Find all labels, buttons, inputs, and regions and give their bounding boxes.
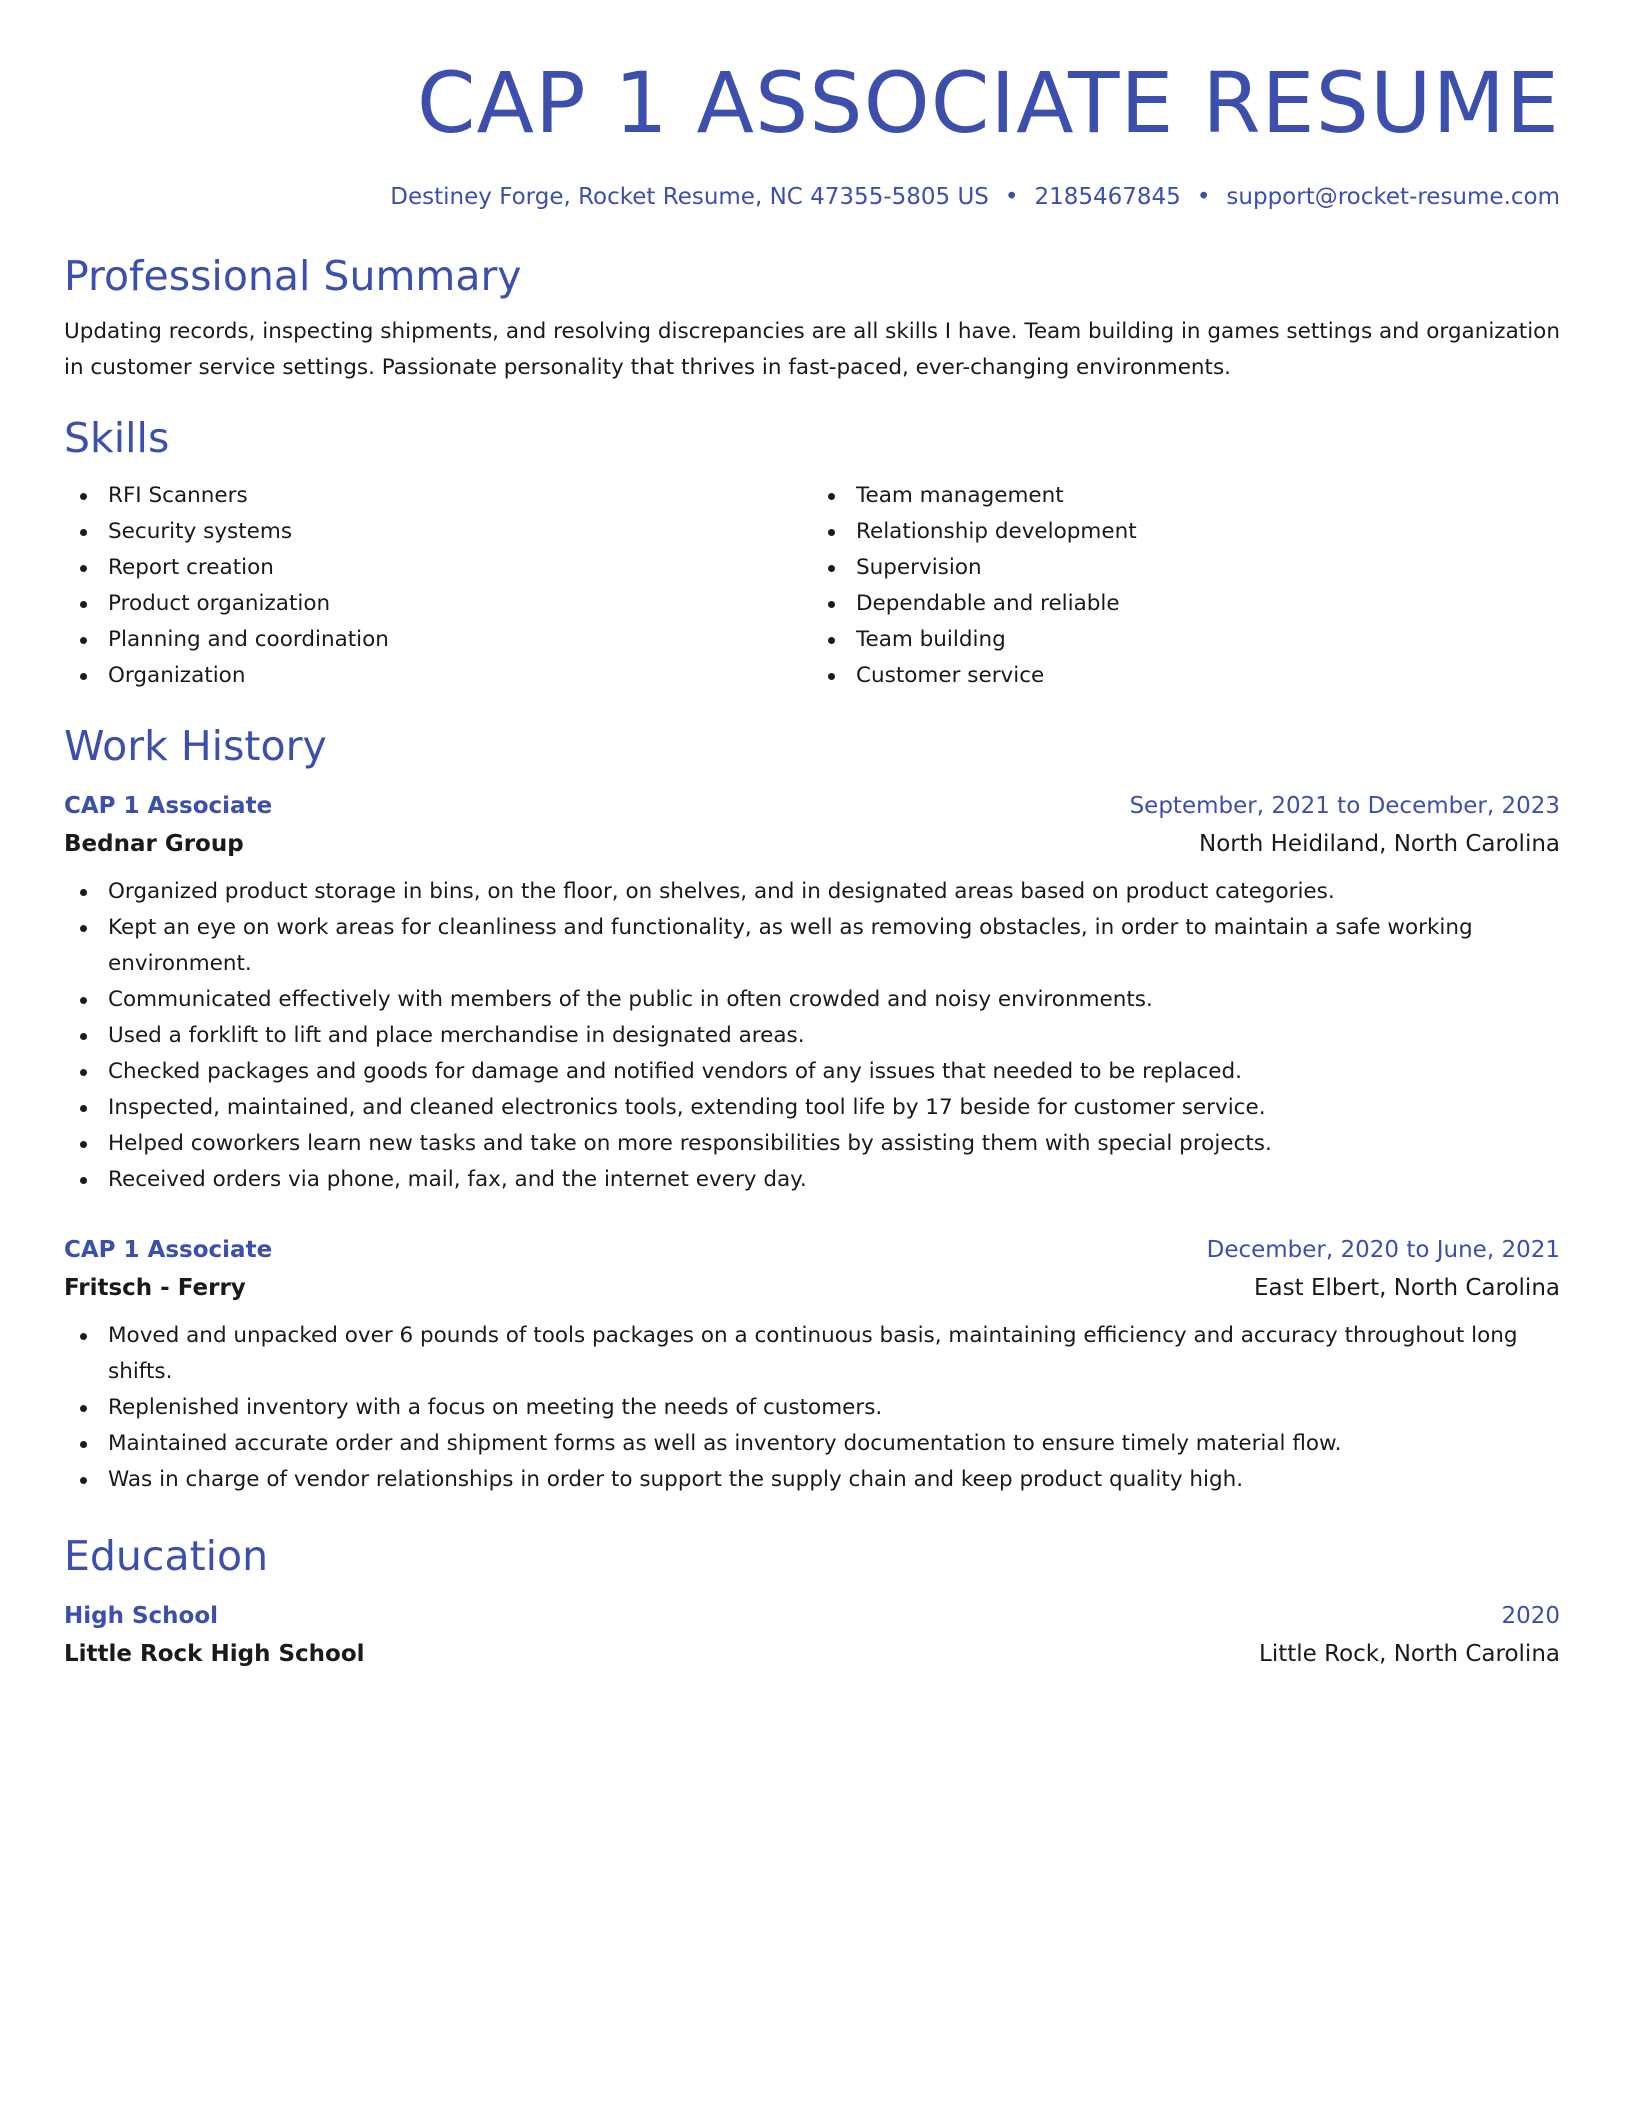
skill-item: RFI Scanners <box>64 478 812 514</box>
contact-address: Destiney Forge, Rocket Resume, NC 47355-5805 US <box>390 184 989 210</box>
skills-columns <box>64 478 1560 694</box>
job-bullet: Was in charge of vendor relationships in order to support the supply chain and keep product quality high. <box>64 1462 1560 1498</box>
job-bullet: Helped coworkers learn new tasks and take on more responsibilities by assisting them with special projects. <box>64 1126 1560 1162</box>
job-bullet: Inspected, maintained, and cleaned electronics tools, extending tool life by 17 beside for customer service. <box>64 1090 1560 1126</box>
skill-item: Report creation <box>64 550 812 586</box>
skill-item: Organization <box>64 658 812 694</box>
skills-left-column <box>64 478 812 694</box>
resume-page <box>64 0 1560 1674</box>
contact-phone: 2185467845 <box>1034 184 1181 210</box>
work-history-heading: Work History <box>64 722 327 770</box>
contact-email: support@rocket-resume.com <box>1226 184 1560 210</box>
job-employer-row <box>64 1268 1560 1308</box>
skill-item: Supervision <box>812 550 1560 586</box>
skill-item: Team building <box>812 622 1560 658</box>
job-bullet: Maintained accurate order and shipment forms as well as inventory documentation to ensure timely material flow. <box>64 1426 1560 1462</box>
job-bullet: Communicated effectively with members of the public in often crowded and noisy environments. <box>64 982 1560 1018</box>
education-header-row <box>64 1598 1560 1634</box>
skill-item: Customer service <box>812 658 1560 694</box>
skill-item: Security systems <box>64 514 812 550</box>
job-dates: December, 2020 to June, 2021 <box>1206 1237 1560 1263</box>
job-bullet: Kept an eye on work areas for cleanliness and functionality, as well as removing obstacles, in order to maintain a safe working environment. <box>64 910 1560 982</box>
job-header-row <box>64 1232 1560 1268</box>
job-title: CAP 1 Associate <box>64 1237 273 1263</box>
skills-section <box>64 414 1560 694</box>
job-employer-row <box>64 824 1560 864</box>
job-bullet-list <box>64 874 1560 1198</box>
summary-text: Updating records, inspecting shipments, and resolving discrepancies are all skills I have. Team building in games settings and organization in customer service settings. Passionate personality that thrives in fast-paced, ever-changing environments. <box>64 319 1560 380</box>
job-bullet: Received orders via phone, mail, fax, and the internet every day. <box>64 1162 1560 1198</box>
work-history-section <box>64 722 1560 1498</box>
job-bullet-list <box>64 1318 1560 1498</box>
education-location: Little Rock, North Carolina <box>1259 1641 1560 1667</box>
job-header-row <box>64 788 1560 824</box>
job-company: Bednar Group <box>64 831 244 857</box>
job-bullet: Used a forklift to lift and place merchandise in designated areas. <box>64 1018 1560 1054</box>
education-school-row <box>64 1634 1560 1674</box>
job-bullet: Moved and unpacked over 6 pounds of tools packages on a continuous basis, maintaining efficiency and accuracy throughout long shifts. <box>64 1318 1560 1390</box>
job-dates: September, 2021 to December, 2023 <box>1129 793 1560 819</box>
job-bullet: Replenished inventory with a focus on meeting the needs of customers. <box>64 1390 1560 1426</box>
skills-right-column <box>812 478 1560 694</box>
job-title: CAP 1 Associate <box>64 793 273 819</box>
job-bullet: Checked packages and goods for damage and notified vendors of any issues that needed to be replaced. <box>64 1054 1560 1090</box>
education-heading: Education <box>64 1532 269 1580</box>
skill-item: Relationship development <box>812 514 1560 550</box>
job-entry <box>64 1232 1560 1498</box>
skills-heading: Skills <box>64 414 170 462</box>
skill-item: Product organization <box>64 586 812 622</box>
education-year: 2020 <box>1501 1603 1560 1629</box>
contact-separator: • <box>1196 184 1211 210</box>
education-school: Little Rock High School <box>64 1641 365 1667</box>
job-bullet: Organized product storage in bins, on the floor, on shelves, and in designated areas based on product categories. <box>64 874 1560 910</box>
job-entry <box>64 788 1560 1198</box>
job-location: North Heidiland, North Carolina <box>1198 831 1560 857</box>
contact-line <box>64 182 1560 212</box>
skill-item: Dependable and reliable <box>812 586 1560 622</box>
summary-heading: Professional Summary <box>64 252 522 300</box>
skill-item: Team management <box>812 478 1560 514</box>
job-location: East Elbert, North Carolina <box>1254 1275 1560 1301</box>
resume-title: CAP 1 ASSOCIATE RESUME <box>416 54 1560 152</box>
education-section <box>64 1532 1560 1674</box>
education-degree: High School <box>64 1603 219 1629</box>
job-company: Fritsch - Ferry <box>64 1275 246 1301</box>
skill-item: Planning and coordination <box>64 622 812 658</box>
contact-separator: • <box>1004 184 1019 210</box>
summary-section <box>64 252 1560 386</box>
